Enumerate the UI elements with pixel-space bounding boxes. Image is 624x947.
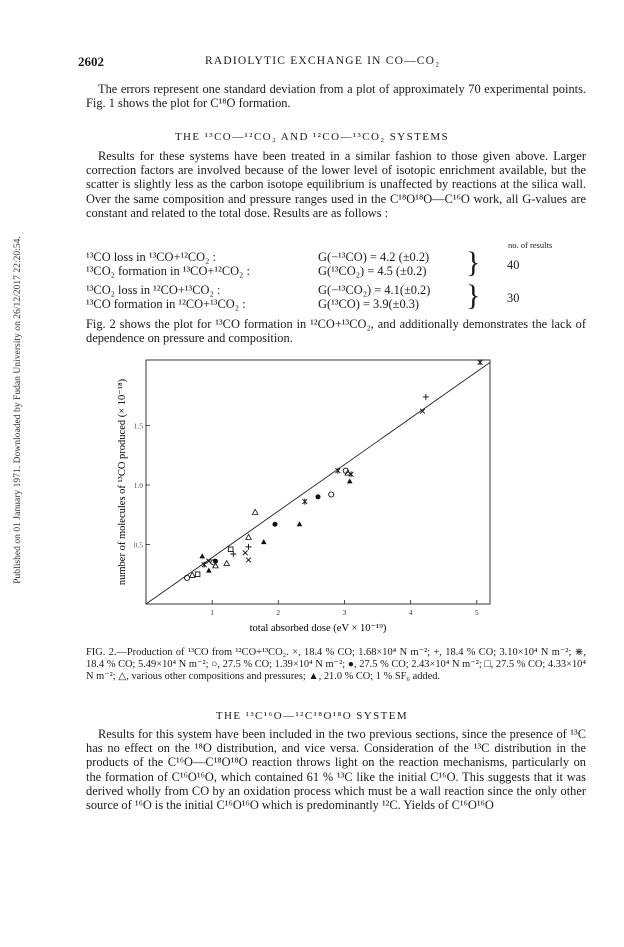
asterisk-marker [302, 499, 307, 505]
section-2-paragraph: Results for this system have been included in the two previous sections, since the presence of ¹³C has no effect on the ¹⁸O distribution, and vice versa. Consideration of the ¹³C distribution in the products of the C¹⁶O—C¹⁸O¹⁸O reaction throws light on the reaction mechanisms, particularly on the formation of C¹⁶O¹⁶O, which contained 61 % ¹³C like the initial C¹⁶O. This suggests that it was derived wholly from CO by an oxidation process which must be a wall reaction since the only other source of ¹⁶O is the initial C¹⁶O¹⁶O which is predominantly ¹²C. Yields of C¹⁶O¹⁶O [86, 727, 586, 813]
plus-marker [246, 544, 252, 550]
open-triangle-marker [246, 534, 252, 539]
fit-line [146, 362, 490, 604]
section-heading-2: THE ¹³C¹⁶O—¹²C¹⁸O¹⁸O SYSTEM [215, 710, 409, 722]
filled-triangle-marker [199, 553, 205, 558]
filled-triangle-marker [297, 521, 303, 526]
section-heading-1: THE ¹³CO—¹²CO₂ AND ¹²CO—¹³CO₂ SYSTEMS [174, 131, 450, 143]
result-label: ¹³CO₂ formation in ¹³CO+¹²CO₂ : [86, 264, 250, 278]
open-triangle-marker [224, 561, 230, 566]
y-axis-label: number of molecules of ¹³CO produced (× 10⁻¹⁸) [117, 378, 128, 586]
figure-intro-paragraph: Fig. 2 shows the plot for ¹³CO formation in ¹²CO+¹³CO₂, and additionally demonstrates the lack of dependence on pressure and composition. [86, 317, 586, 346]
y-tick-label: 1.0 [133, 480, 143, 490]
open-triangle-marker [213, 563, 219, 568]
y-tick-label: 0.5 [133, 540, 143, 550]
x-tick-label: 1 [210, 608, 215, 617]
filled-triangle-marker [261, 539, 267, 544]
result-value: G(¹³CO) = 3.9(±0.3) [318, 297, 420, 311]
filled-triangle-marker [206, 568, 212, 573]
figure-caption: FIG. 2.—Production of ¹³CO from ¹²CO+¹³CO₂. ×, 18.4 % CO; 1.68×10⁴ N m⁻²; +, 18.4 % CO; 3.10×10⁴ N m⁻²; ⋇, 18.4 % CO; 5.49×10⁴ N m⁻²; ○, 27.5 % CO; 1.39×10⁴ N m⁻²; ●, 27.5 % CO; 2.43×10⁴ N m⁻²; □, 27.5 % CO; 4.33×10⁴ N m⁻²; △, various other compositions and pressures; ▲, 21.0 % CO; 1 % SF₆ added. [86, 647, 586, 683]
open-square-marker [228, 547, 233, 552]
result-label: ¹³CO loss in ¹³CO+¹²CO₂ : [86, 250, 216, 264]
filled-circle-marker [273, 522, 278, 527]
result-value: G(¹³CO₂) = 4.5 (±0.2) [318, 264, 427, 278]
result-value: G(−¹³CO₂) = 4.1(±0.2) [318, 283, 431, 297]
page-number: 2602 [78, 54, 104, 69]
download-watermark: Published on 01 January 1971. Downloaded by Fudan University on 26/12/2017 22:20:54. [12, 236, 23, 584]
filled-circle-marker [316, 494, 321, 499]
x-tick-label: 3 [342, 608, 347, 617]
asterisk-marker [478, 359, 483, 365]
plus-marker [423, 394, 429, 400]
x-axis-label: total absorbed dose (eV × 10⁻¹⁹) [249, 623, 387, 634]
result-count: 30 [507, 291, 520, 305]
brace: } [466, 279, 481, 312]
open-square-marker [195, 572, 200, 577]
result-label: ¹³CO₂ loss in ¹²CO+¹³CO₂ : [86, 283, 221, 297]
open-triangle-marker [252, 509, 258, 514]
x-tick-label: 4 [408, 608, 413, 617]
y-tick-label: 1.5 [133, 421, 143, 431]
filled-triangle-marker [347, 478, 353, 483]
x-tick-label: 5 [474, 608, 479, 617]
cross-marker [246, 558, 251, 563]
running-title: RADIOLYTIC EXCHANGE IN CO—CO₂ [205, 55, 441, 67]
section-1-paragraph: Results for these systems have been treated in a similar fashion to those given above. Larger correction factors are involved because of the lower level of isotopic enrichment available, but the scatter is slightly less as the carbon isotope equilibrium is unaffected by reactions at the silica wall. Over the same composition and pressure ranges used in the C¹⁸O¹⁸O—C¹⁶O work, all G-values are constant and related to the total dose. Results are as follows : [86, 149, 586, 220]
open-circle-marker [329, 492, 334, 497]
cross-marker [243, 550, 248, 555]
result-count: 40 [507, 258, 520, 272]
x-tick-label: 2 [276, 608, 281, 617]
result-label: ¹³CO formation in ¹²CO+¹³CO₂ : [86, 297, 246, 311]
no-of-results-label: no. of results [508, 240, 553, 250]
brace: } [466, 246, 481, 279]
result-value: G(−¹³CO) = 4.2 (±0.2) [318, 250, 430, 264]
open-circle-marker [184, 575, 189, 580]
fig2-scatter-plot [0, 352, 624, 642]
intro-paragraph: The errors represent one standard deviation from a plot of approximately 70 experimental points. Fig. 1 shows the plot for C¹⁸O formation. [86, 82, 586, 111]
